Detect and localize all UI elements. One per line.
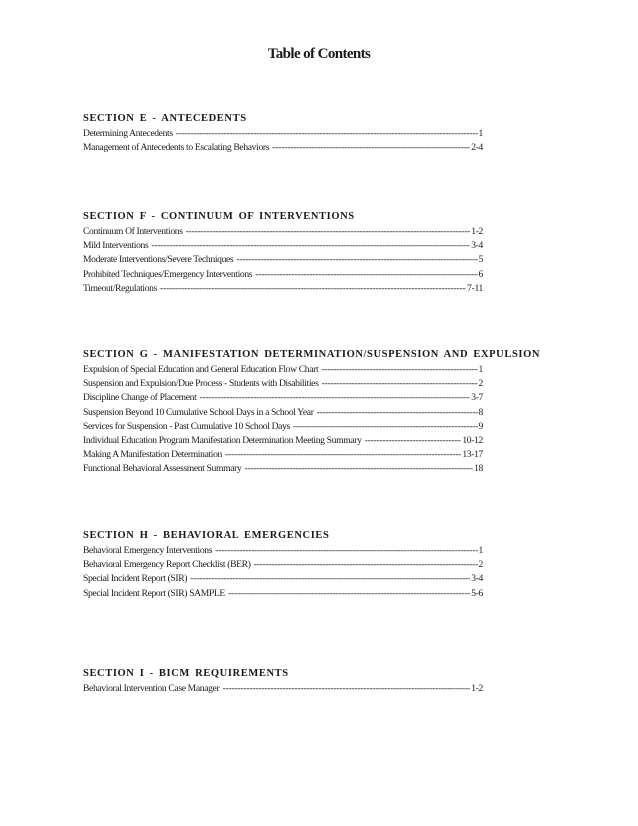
section-h <box>83 529 483 601</box>
dot-leader <box>272 141 470 155</box>
entry-page: 5 <box>478 254 483 266</box>
dot-leader <box>228 587 470 601</box>
entry-page: 9 <box>478 420 483 432</box>
entry-label: Behavioral Emergency Interventions <box>83 545 213 556</box>
dot-leader <box>176 127 478 141</box>
toc-entry[interactable] <box>83 572 483 586</box>
section-f <box>83 210 483 296</box>
section-heading: SECTION G - MANIFESTATION DETERMINATION/SUSPENSION AND EXPULSION <box>83 349 541 360</box>
entry-page: 2-4 <box>471 142 483 154</box>
page-title: Table of Contents <box>267 46 371 62</box>
entry-label: Timeout/Regulations <box>83 282 158 294</box>
section-g <box>83 348 541 477</box>
section-heading: SECTION E - ANTECEDENTS <box>83 113 247 124</box>
section-heading: SECTION H - BEHAVIORAL EMERGENCIES <box>83 530 330 541</box>
entry-label: Expulsion of Special Education and General Education Flow Chart <box>83 364 319 375</box>
toc-entry[interactable] <box>83 406 483 420</box>
dot-leader <box>255 268 477 282</box>
entry-page: 8 <box>478 406 483 418</box>
dot-leader <box>317 406 478 420</box>
dot-leader <box>244 462 473 476</box>
entry-label: Behavioral Emergency Report Checklist (BER) <box>83 559 251 571</box>
entry-label: Mild Interventions <box>83 240 149 252</box>
section-e <box>83 112 483 155</box>
entry-page: 1-2 <box>471 683 483 694</box>
entry-label: Discipline Change of Placement <box>83 392 197 404</box>
entry-label: Functional Behavioral Assessment Summary <box>83 463 242 475</box>
dot-leader <box>190 572 470 586</box>
entry-page: 1 <box>478 128 483 139</box>
toc-entry[interactable] <box>83 544 483 558</box>
toc-entry[interactable] <box>83 434 483 448</box>
entry-page: 7-11 <box>467 282 483 294</box>
dot-leader <box>321 363 477 377</box>
entry-label: Suspension and Expulsion/Due Process - Students with Disabilities <box>83 378 319 390</box>
toc-entry[interactable] <box>83 282 483 296</box>
entry-label: Individual Education Program Manifestation Determination Meeting Summary <box>83 435 362 447</box>
toc-entry[interactable] <box>83 363 483 377</box>
entry-page: 10-12 <box>462 435 483 447</box>
toc-entry[interactable] <box>83 420 483 434</box>
toc-entry[interactable] <box>83 239 483 253</box>
dot-leader <box>236 253 477 267</box>
entry-page: 1 <box>478 545 483 556</box>
entry-page: 3-4 <box>471 240 483 252</box>
toc-entry[interactable] <box>83 225 483 239</box>
dot-leader <box>254 558 478 572</box>
toc-entry[interactable] <box>83 391 483 405</box>
dot-leader <box>215 544 477 558</box>
toc-entry[interactable] <box>83 462 483 476</box>
toc-entry[interactable] <box>83 377 483 391</box>
entry-label: Making A Manifestation Determination <box>83 449 223 461</box>
entry-label: Prohibited Techniques/Emergency Interventions <box>83 268 253 280</box>
toc-entry[interactable] <box>83 141 483 155</box>
entry-page: 2 <box>478 559 483 571</box>
toc-entry[interactable] <box>83 587 483 601</box>
entry-label: Suspension Beyond 10 Cumulative School Days in a School Year <box>83 406 314 418</box>
entry-page: 3-7 <box>471 392 483 404</box>
section-heading: SECTION F - CONTINUUM OF INTERVENTIONS <box>83 211 355 222</box>
entry-page: 1 <box>478 364 483 375</box>
section-i <box>83 667 483 696</box>
toc-entry[interactable] <box>83 127 483 141</box>
dot-leader <box>293 420 478 434</box>
entry-page: 13-17 <box>462 449 483 461</box>
entry-label: Management of Antecedents to Escalating Behaviors <box>83 142 270 154</box>
dot-leader <box>199 391 470 405</box>
toc-entry[interactable] <box>83 268 483 282</box>
entry-page: 2 <box>478 378 483 390</box>
entry-label: Moderate Interventions/Severe Techniques <box>83 254 234 266</box>
dot-leader <box>225 448 461 462</box>
entry-label: Continuum Of Interventions <box>83 226 183 237</box>
entry-label: Behavioral Intervention Case Manager <box>83 683 220 694</box>
section-heading: SECTION I - BICM REQUIREMENTS <box>83 668 289 679</box>
entry-page: 3-4 <box>471 573 483 585</box>
entry-label: Special Incident Report (SIR) <box>83 573 188 585</box>
dot-leader <box>365 434 462 448</box>
entry-page: 18 <box>474 463 483 475</box>
toc-entry[interactable] <box>83 448 483 462</box>
dot-leader <box>186 225 471 239</box>
entry-label: Special Incident Report (SIR) SAMPLE <box>83 587 225 599</box>
entry-page: 6 <box>478 268 483 280</box>
entry-label: Services for Suspension - Past Cumulative 10 School Days <box>83 420 290 432</box>
dot-leader <box>160 282 466 296</box>
entry-label: Determining Antecedents <box>83 128 173 139</box>
entry-page: 5-6 <box>471 587 483 599</box>
dot-leader <box>151 239 470 253</box>
dot-leader <box>222 682 470 696</box>
toc-entry[interactable] <box>83 253 483 267</box>
dot-leader <box>321 377 477 391</box>
toc-entry[interactable] <box>83 558 483 572</box>
toc-entry[interactable] <box>83 682 483 696</box>
entry-page: 1-2 <box>471 226 483 237</box>
